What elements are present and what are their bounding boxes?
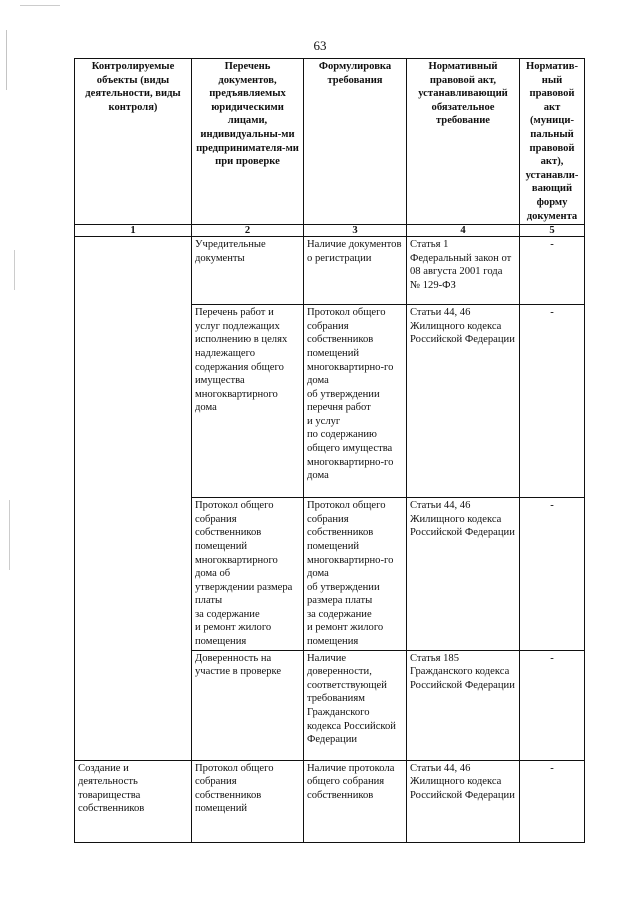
form-act-cell: - bbox=[520, 237, 585, 305]
controlled-object-cell bbox=[75, 237, 192, 761]
requirement-cell: Наличие доверенности, соответствующей требованиям Гражданского кодекса Российской Федерации bbox=[304, 650, 407, 760]
normative-act-cell: Статья 1 Федеральный закон от 08 августа 2001 года № 129-ФЗ bbox=[407, 237, 520, 305]
header-normative-act: Нормативный правовой акт, устанавливающий обязательное требование bbox=[407, 59, 520, 225]
column-number: 3 bbox=[304, 225, 407, 237]
scan-mark bbox=[9, 500, 10, 570]
form-act-cell: - bbox=[520, 760, 585, 842]
document-cell: Доверенность на участие в проверке bbox=[192, 650, 304, 760]
controlled-object-cell: Создание и деятельность товарищества собственников bbox=[75, 760, 192, 842]
scan-mark bbox=[6, 30, 7, 90]
scan-mark bbox=[14, 250, 15, 290]
form-act-cell: - bbox=[520, 498, 585, 651]
normative-act-cell: Статьи 44, 46 Жилищного кодекса Российской Федерации bbox=[407, 305, 520, 498]
header-documents-list: Перечень документов, предъявляемых юридическими лицами, индивидуальны-ми предпринимателя-ми при проверке bbox=[192, 59, 304, 225]
normative-act-cell: Статья 185 Гражданского кодекса Российской Федерации bbox=[407, 650, 520, 760]
column-number: 5 bbox=[520, 225, 585, 237]
requirement-cell: Протокол общего собрания собственников помещений многоквартирно-го дома об утверждении размера платы за содержание и ремонт жилого помещения bbox=[304, 498, 407, 651]
document-cell: Протокол общего собрания собственников помещений bbox=[192, 760, 304, 842]
document-cell: Протокол общего собрания собственников помещений многоквартирного дома об утверждении размера платы за содержание и ремонт жилого помещения bbox=[192, 498, 304, 651]
table-row bbox=[75, 760, 585, 842]
form-act-cell: - bbox=[520, 650, 585, 760]
header-controlled-objects: Контролируемые объекты (виды деятельности, виды контроля) bbox=[75, 59, 192, 225]
table-row bbox=[75, 237, 585, 305]
requirement-cell: Протокол общего собрания собственников помещений многоквартирно-го дома об утверждении перечня работ и услуг по содержанию общего имущества многоквартирно-го дома bbox=[304, 305, 407, 498]
column-number: 2 bbox=[192, 225, 304, 237]
header-form-act: Норматив-ный правовой акт (муници-пальный правовой акт), устанавли-вающий форму документа bbox=[520, 59, 585, 225]
page-number: 63 bbox=[313, 38, 327, 53]
document-cell: Перечень работ и услуг подлежащих исполнению в целях надлежащего содержания общего имущества многоквартирного дома bbox=[192, 305, 304, 498]
column-number: 1 bbox=[75, 225, 192, 237]
table-header-row bbox=[75, 59, 585, 225]
normative-act-cell: Статьи 44, 46 Жилищного кодекса Российской Федерации bbox=[407, 498, 520, 651]
requirement-cell: Наличие документов о регистрации bbox=[304, 237, 407, 305]
form-act-cell: - bbox=[520, 305, 585, 498]
document-cell: Учредительные документы bbox=[192, 237, 304, 305]
normative-act-cell: Статьи 44, 46 Жилищного кодекса Российской Федерации bbox=[407, 760, 520, 842]
column-number-row bbox=[75, 225, 585, 237]
scan-mark bbox=[20, 5, 60, 6]
requirement-cell: Наличие протокола общего собрания собственников bbox=[304, 760, 407, 842]
column-number: 4 bbox=[407, 225, 520, 237]
requirements-table bbox=[74, 58, 585, 843]
header-requirement-wording: Формулировка требования bbox=[304, 59, 407, 225]
